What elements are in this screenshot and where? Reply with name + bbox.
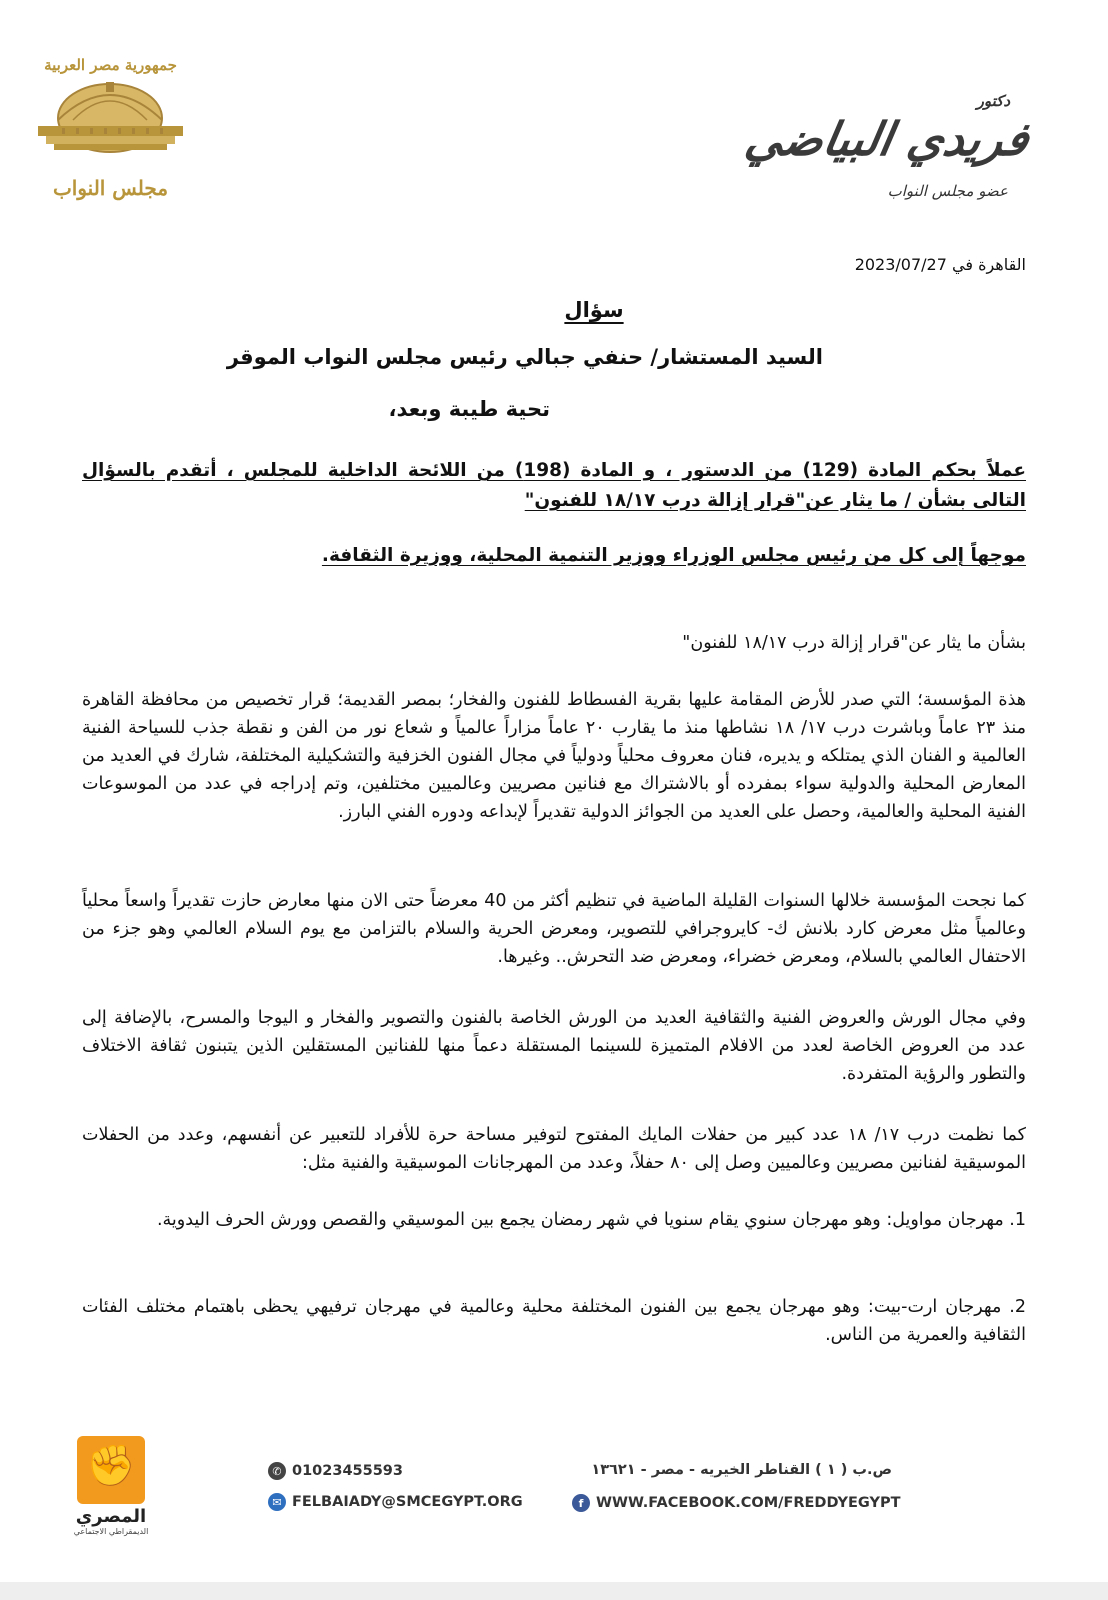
paragraph-2: كما نجحت المؤسسة خلالها السنوات القليلة الماضية في تنظيم أكثر من 40 معرضاً حتى الان منها معارض حازت تقديراً واسعاً محلياً وعالمياً مثل معرض كارد بلانش ك- كايروجرافي للتصوير، ومعرض الحرية والسلام بالتزامن مع يوم السلام العالمي وهو جزء من الاحتفال العالمي بالسلام، ومعرض خضراء، ومعرض ضد التحرش.. وغيرها. <box>82 891 1026 967</box>
list-item: 1. مهرجان مواويل: وهو مهرجان سنوي يقام سنويا في شهر رمضان يجمع بين الموسيقي والقصص وورش الحرف اليدوية. <box>156 1210 1026 1230</box>
parliament-logo <box>28 56 193 210</box>
signature-name: فريدي البياضي <box>740 112 1033 166</box>
list-item: 2. مهرجان ارت-بيت: وهو مهرجان يجمع بين الفنون المختلفة محلية وعالمية في مهرجان ترفيهي يحظى باهتمام مختلف الفئات الثقافية والعمرية من الناس. <box>82 1297 1026 1345</box>
addressee: السيد المستشار/ حنفي جبالي رئيس مجلس النواب الموقر <box>226 345 823 369</box>
date-line: القاهرة في 2023/07/27 <box>854 255 1026 274</box>
document-title: سؤال <box>564 298 624 322</box>
footer-address <box>591 1462 892 1478</box>
paragraph-3: وفي مجال الورش والعروض الفنية والثقافية العديد من الورش الخاصة بالفنون والتصوير والفخار و اليوجا والمسرح، بالإضافة إلى عدد من العروض الخاصة لعدد من الافلام المتميزة للسينما المستقلة دعماً منها للفنانين المستقلين الذين يتبنون ثقافة الاختلاف والتطور والرؤية المتفردة. <box>82 1008 1026 1084</box>
footer-facebook[interactable] <box>572 1494 900 1512</box>
directed-to: موجهاً إلى كل من رئيس مجلس الوزراء ووزير التنمية المحلية، ووزيرة الثقافة. <box>321 545 1026 566</box>
phone-number: 01023455593 <box>292 1463 403 1479</box>
paragraph-4: كما نظمت درب ١٧/ ١٨ عدد كبير من حفلات المايك المفتوح لتوفير مساحة حرة للأفراد للتعبير عن أنفسهم، وعدد من الحفلات الموسيقية لفنانين مصريين وعالميين وصل إلى ٨٠ حفلاً، وعدد من المهرجانات الموسيقية والفنية مثل: <box>82 1125 1026 1173</box>
signature-role: عضو مجلس النواب <box>887 182 1008 200</box>
email-icon: ✉ <box>268 1493 286 1511</box>
footer-phone <box>268 1462 403 1480</box>
party-logo-subtext: الديمقراطي الاجتماعي <box>73 1527 149 1536</box>
parliament-dome-icon <box>28 60 193 172</box>
party-logo-box <box>77 1436 145 1504</box>
raised-fist-icon: ✊ <box>86 1443 136 1489</box>
subject-line: بشأن ما يثار عن"قرار إزالة درب ١٨/١٧ للفنون" <box>682 633 1026 653</box>
facebook-url[interactable]: WWW.FACEBOOK.COM/FREDDYEGYPT <box>596 1495 901 1511</box>
greeting: تحية طيبة وبعد، <box>388 397 550 421</box>
intro-paragraph: عملاً بحكم المادة (129) من الدستور ، و المادة (198) من اللائحة الداخلية للمجلس ، أتقدم بالسؤال التالى بشأن / ما يثار عن"قرار إزالة درب ١٨/١٧ للفنون" <box>82 460 1026 511</box>
paragraph-1: هذة المؤسسة؛ التي صدر للأرض المقامة عليها بقرية الفسطاط للفنون والفخار؛ بمصر القديمة؛ قرار تخصيص من محافظة القاهرة منذ ٢٣ عاماً وباشرت درب ١٧/ ١٨ نشاطها منذ ما يقارب ٢٠ عاماً مزاراً عالمياً و شعاع نور من الفن و نقطة جذب للسياحة الفنية العالمية و الفنان الذي يمتلكه و يديره، فنان معروف محلياً ودولياً في مجال الفنون الخزفية والتشكيلية المختلفة، شارك في العديد من المعارض المحلية والدولية سواء بمفرده أو بالاشتراك مع فنانين مصريين وعالميين مختلفين، وتم إدراجه في عدد من الموسوعات الفنية المحلية والعالمية، وحصل على العديد من الجوائز الدولية تقديراً لإبداعه ودوره الفني البارز. <box>82 690 1026 822</box>
footer-email[interactable] <box>268 1493 523 1511</box>
parliament-arc-text: جمهورية مصر العربية <box>44 56 177 74</box>
signature-title: دكتور <box>976 92 1010 110</box>
party-logo-text: المصري <box>75 1506 147 1527</box>
party-logo <box>66 1436 156 1546</box>
parliament-bottom-text: مجلس النواب <box>52 176 169 200</box>
phone-icon: ✆ <box>268 1462 286 1480</box>
facebook-icon: f <box>572 1494 590 1512</box>
postal-address: ص.ب ( ١ ) القناطر الخيريه - مصر - ١٣٦٢١ <box>591 1462 892 1478</box>
email-address[interactable]: FELBAIADY@SMCEGYPT.ORG <box>292 1494 523 1510</box>
page-bottom-edge <box>0 1582 1108 1600</box>
